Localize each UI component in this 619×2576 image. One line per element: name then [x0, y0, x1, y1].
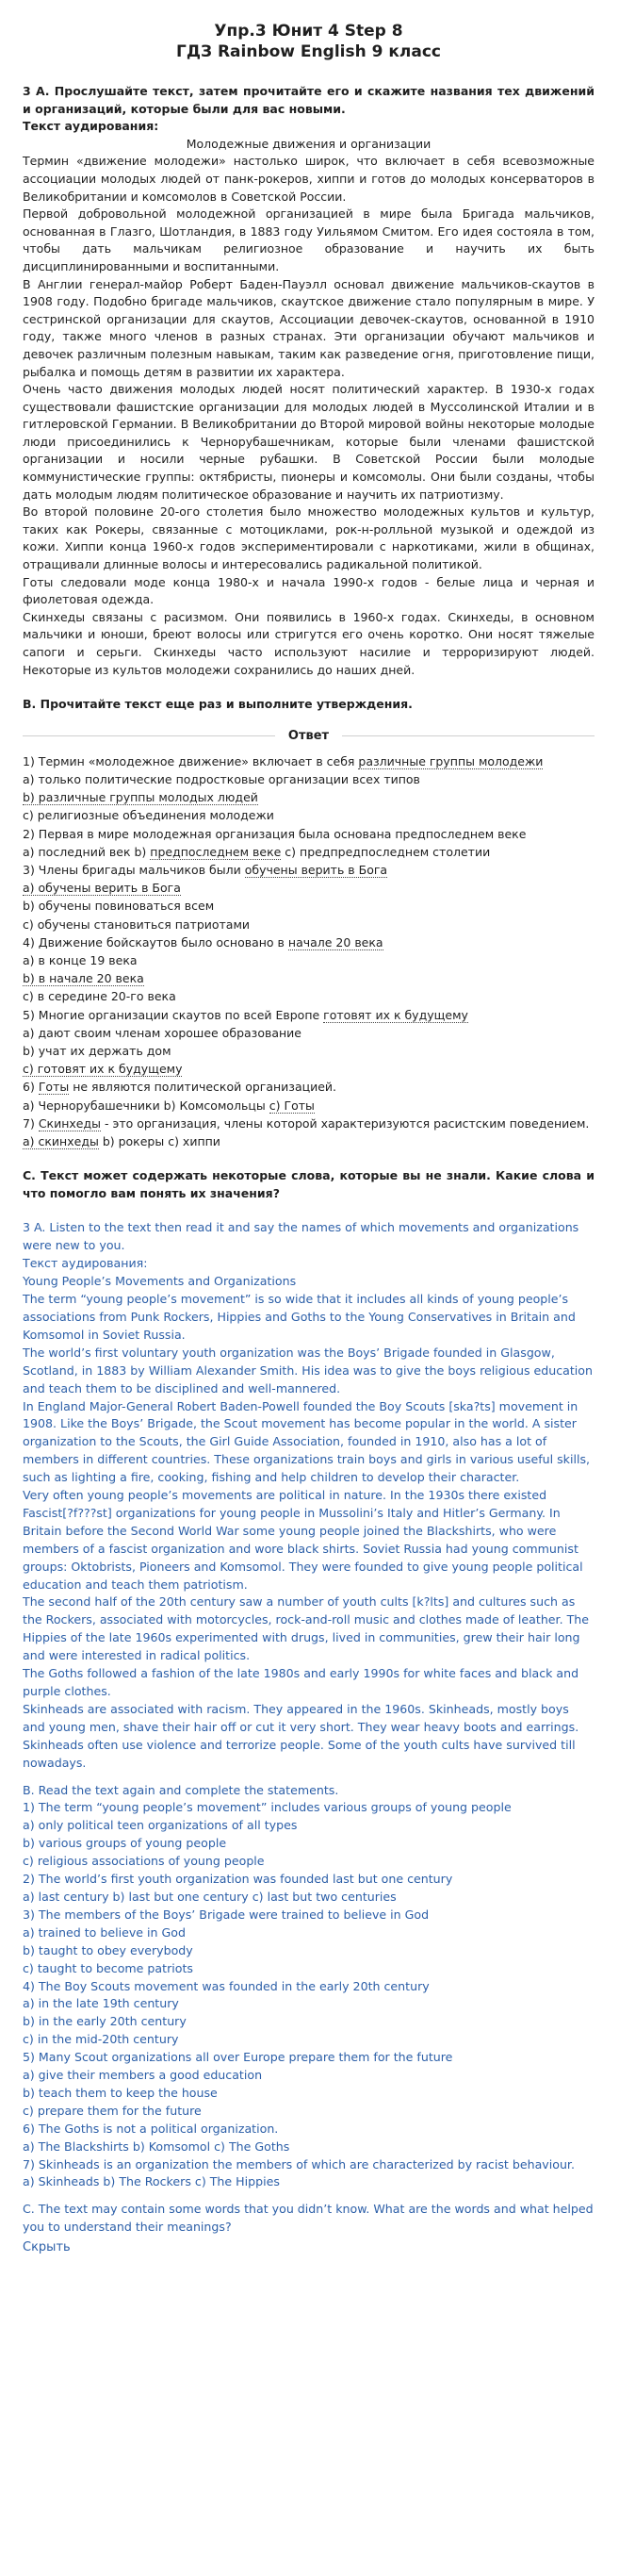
answer-row [23, 879, 595, 897]
answer-highlight: различные группы молодежи [358, 753, 544, 768]
english-paragraph: The Goths followed a fashion of the late 1980s and early 1990s for white faces and black and purple clothes. [23, 1666, 579, 1698]
answer-highlight: начале 20 века [287, 934, 383, 949]
russian-section [23, 83, 595, 714]
answer-row [23, 1132, 595, 1150]
english-statement-line: B. Read the text again and complete the statements. [23, 1782, 339, 1797]
answer-text: не являются политической организацией. [69, 1080, 337, 1095]
english-statement-line: 2) The world’s first youth organization was founded last but one century [23, 1872, 453, 1887]
english-statement-line: 7) Skinheads is an organization the members of which are characterized by racist behaviour. [23, 2156, 575, 2171]
english-text-block [23, 1219, 595, 1772]
english-statement-line: 4) The Boy Scouts movement was founded in the early 20th century [23, 1978, 430, 1993]
english-paragraph: The term “young people’s movement” is so wide that it includes all kinds of young people’s associations from Punk Rockers, Hippies and Goths to the Young Conservatives in Britain and Komsomol in Soviet Russia. [23, 1292, 576, 1342]
audio-label: Текст аудирования: [23, 119, 159, 134]
answer-row [23, 825, 595, 843]
answer-row [23, 861, 595, 879]
answer-row [23, 969, 595, 987]
english-statement-line: b) teach them to keep the house [23, 2085, 218, 2100]
english-statement-line: 5) Many Scout organizations all over Europe prepare them for the future [23, 2050, 453, 2065]
answer-text: c) религиозные объединения молодежи [23, 808, 274, 823]
hide-link[interactable]: Скрыть [23, 2240, 71, 2255]
english-statement-line: a) last century b) last but one century c) last but two centuries [23, 1889, 397, 1904]
answer-text: 4) Движение бойскаутов было основано в [23, 934, 288, 949]
answer-text: a) Чернорубашечники b) Комсомольцы [23, 1098, 269, 1113]
answer-row [23, 1115, 595, 1132]
answer-highlight: Готы [38, 1080, 70, 1095]
ru-paragraph: Первой добровольной молодежной организацией в мире была Бригада мальчиков, основанная в Глазго, Шотландия, в 1883 году Уильямом Смитом. Его идея состояла в том, чтобы дать мальчикам религиозное образование и научить их быть дисциплинированными и воспитанными. [23, 206, 595, 273]
ru-paragraph: Во второй половине 20-ого столетия было множество молодежных культов и культур, таких как Рокеры, связанные с мотоциклами, рок-н-ролльной музыкой и одеждой из кожи. Хиппи конца 1960-х годов экспериментировали с наркотиками, жили в общинах, отращивали длинные волосы и интересовались радикальной политикой. [23, 504, 595, 572]
english-paragraph: Young People’s Movements and Organizations [23, 1274, 297, 1289]
english-statement-line: 6) The Goths is not a political organization. [23, 2121, 279, 2136]
english-statement-line: 1) The term “young people’s movement” includes various groups of young people [23, 1800, 512, 1815]
english-statement-line: c) in the mid-20th century [23, 2032, 179, 2047]
answer-highlight: b) в начале 20 века [23, 971, 144, 986]
answer-highlight: c) Готы [269, 1098, 315, 1113]
answer-row [23, 916, 595, 933]
page-title [23, 21, 595, 62]
english-statements-block [23, 1782, 595, 2192]
english-statement-line: c) religious associations of young people [23, 1854, 265, 1869]
english-statement-line: a) in the late 19th century [23, 1996, 179, 2011]
answer-label: Ответ [287, 728, 330, 743]
answer-highlight: c) готовят их к будущему [23, 1062, 183, 1077]
english-statement-line: a) only political teen organizations of all types [23, 1818, 298, 1833]
english-statement-line: b) in the early 20th century [23, 2014, 187, 2029]
answer-highlight: предпоследнем веке [150, 844, 282, 859]
answer-row [23, 1024, 595, 1042]
ru-paragraph: Готы следовали моде конца 1980-х и начала 1990-х годов - белые лица и черная и фиолетовая одежда. [23, 574, 595, 607]
title-line-2: ГДЗ Rainbow English 9 класс [176, 42, 441, 61]
answer-separator [23, 729, 595, 743]
answer-row [23, 1006, 595, 1024]
answer-row [23, 1078, 595, 1096]
answer-text: b) учат их держать дом [23, 1044, 171, 1059]
answer-text: 3) Члены бригады мальчиков были [23, 863, 245, 877]
answer-text: c) предпредпоследнем столетии [281, 844, 491, 859]
ru-text-title: Молодежные движения и организации [186, 136, 432, 151]
answer-row [23, 951, 595, 969]
answer-row [23, 933, 595, 951]
answer-text: - это организация, члены которой характеризуются расистским поведением. [101, 1115, 590, 1131]
answer-text: b) обучены повиноваться всем [23, 899, 215, 914]
answer-row [23, 987, 595, 1005]
answer-text: a) в конце 19 века [23, 953, 138, 968]
answer-highlight: b) различные группы молодых людей [23, 790, 258, 805]
answer-highlight: Скинхеды [38, 1115, 101, 1131]
answer-row [23, 788, 595, 806]
answer-row [23, 843, 595, 861]
english-paragraph: Very often young people’s movements are political in nature. In the 1930s there existed Fascist[?f???st] organizations for young people in Mussolini’s Italy and Hitler’s Germany. In Britain before the Second World War some young people joined the Blackshirts, who were members of a fascist organization and wore black shirts. Soviet Russia had young communist groups: Oktobrists, Pioneers and Komsomol. They were founded to give young people political education and teach them patriotism. [23, 1488, 583, 1592]
ru-paragraph: В Англии генерал-майор Роберт Баден-Пауэлл основал движение мальчиков-скаутов в 1908 году. Подобно бригаде мальчиков, скаутское движение стало популярным в мире. У сестринской организации для скаутов, Ассоциации девочек-скаутов, основанной в 1910 году, также много членов в разных странах. Эти организации обучают мальчиков и девочек различным полезным навыкам, таким как разведение огня, приготовление пищи, рыбалка и помощь детям в развитии их характера. [23, 276, 595, 379]
answer-row [23, 897, 595, 915]
english-paragraph: The second half of the 20th century saw a number of youth cults [k?lts] and cultures such as the Rockers, associated with motorcycles, rock-and-roll music and clothes made of leather. The Hippies of the late 1960s experimented with drugs, lived in communities, grew their hair long and were interested in radical politics. [23, 1594, 590, 1663]
english-paragraph: Текст аудирования: [23, 1256, 148, 1271]
answer-highlight: готовят их к будущему [323, 1007, 468, 1022]
english-paragraph: Skinheads are associated with racism. They appeared in the 1960s. Skinheads, mostly boys and young men, shave their hair off or cut it very short. They wear heavy boots and earrings. Skinheads often use violence and terrorize people. Some of the youth cults have survived till nowadays. [23, 1701, 579, 1770]
english-paragraph: 3 A. Listen to the text then read it and say the names of which movements and organizations were new to you. [23, 1220, 579, 1253]
task-b-heading: B. Прочитайте текст еще раз и выполните утверждения. [23, 697, 413, 712]
answer-row [23, 1042, 595, 1060]
english-statement-line: c) taught to become patriots [23, 1960, 193, 1975]
ru-paragraph: Термин «движение молодежи» настолько широк, что включает в себя всевозможные ассоциации молодых людей от панк-рокеров, хиппи и готов до молодых консерваторов в Великобритании и комсомолов в Советской России. [23, 154, 595, 204]
answer-row [23, 752, 595, 770]
english-task-c: C. The text may contain some words that you didn’t know. What are the words and what helped you to understand their meanings? [23, 2202, 594, 2235]
english-statement-line: a) give their members a good education [23, 2068, 263, 2083]
ru-paragraph: Скинхеды связаны с расизмом. Они появились в 1960-х годах. Скинхеды, в основном мальчики и юноши, бреют волосы или стригутся его очень коротко. Они носят тяжелые сапоги и серьги. Скинхеды часто используют насилие и терроризируют людей. Некоторые из культов молодежи сохранились до наших дней. [23, 609, 595, 677]
answer-text: 6) [23, 1080, 39, 1095]
answer-text: 7) [23, 1115, 39, 1131]
answer-highlight: a) обучены верить в Бога [23, 881, 181, 896]
answer-text: 5) Многие организации скаутов по всей Европе [23, 1007, 324, 1022]
answer-text: a) последний век b) [23, 844, 151, 859]
answer-text: 1) Термин «молодежное движение» включает в себя [23, 753, 359, 768]
english-statement-line: a) trained to believe in God [23, 1924, 186, 1940]
english-statement-line: b) various groups of young people [23, 1836, 227, 1851]
answer-row [23, 1097, 595, 1115]
answer-row [23, 1060, 595, 1078]
answer-text: a) только политические подростковые организации всех типов [23, 771, 420, 786]
answer-highlight: обучены верить в Бога [244, 863, 388, 877]
answer-text: c) обучены становиться патриотами [23, 916, 251, 932]
answer-text: 2) Первая в мире молодежная организация была основана предпоследнем веке [23, 826, 527, 841]
task-c-heading: C. Текст может содержать некоторые слова, которые вы не знали. Какие слова и что помогло вам понять их значения? [23, 1168, 595, 1200]
task-a-heading: 3 А. Прослушайте текст, затем прочитайте его и скажите названия тех движений и организаций, которые были для вас новыми. [23, 84, 595, 116]
answer-row [23, 770, 595, 788]
english-statement-line: 3) The members of the Boys’ Brigade were trained to believe in God [23, 1907, 430, 1922]
answers-list [23, 752, 595, 1150]
english-statement-line: a) Skinheads b) The Rockers c) The Hippies [23, 2174, 280, 2189]
english-paragraph: The world’s first voluntary youth organization was the Boys’ Brigade founded in Glasgow, Scotland, in 1883 by William Alexander Smith. His idea was to give the boys religious education and teach them to be disciplined and well-mannered. [23, 1345, 593, 1395]
english-paragraph: In England Major-General Robert Baden-Powell founded the Boy Scouts [ska?ts] movement in 1908. Like the Boys’ Brigade, the Scout movement has become popular in the world. A sister organization to the Scouts, the Girl Guide Association, founded in 1910, also has a lot of members in different countries. These organizations train boys and girls in various useful skills, such as lighting a fire, cooking, fishing and help children to develop their character. [23, 1398, 591, 1485]
english-statement-line: b) taught to obey everybody [23, 1942, 193, 1957]
answer-text: a) дают своим членам хорошее образование [23, 1025, 301, 1040]
ru-paragraphs [23, 153, 595, 679]
ru-paragraph: Очень часто движения молодых людей носят политический характер. В 1930-х годах существовали фашистские организации для молодых людей в Муссолинской Италии и в гитлеровской Германии. В Великобритании до Второй мировой войны некоторые молодые люди присоединились к Чернорубашечникам, которые были членами фашистской организации и носили черные рубашки. В Советской России были молодые коммунистические группы: октябристы, пионеры и комсомолы. Они были созданы, чтобы дать молодым людям политическое образование и научить их патриотизму. [23, 382, 595, 502]
answer-text: c) в середине 20-го века [23, 989, 176, 1004]
english-statement-line: a) The Blackshirts b) Komsomol c) The Goths [23, 2138, 290, 2154]
english-statement-line: c) prepare them for the future [23, 2103, 202, 2118]
title-line-1: Упр.3 Юнит 4 Step 8 [214, 22, 403, 41]
answer-row [23, 806, 595, 824]
answer-highlight: a) скинхеды [23, 1134, 99, 1149]
answer-text: b) рокеры c) хиппи [98, 1134, 220, 1149]
